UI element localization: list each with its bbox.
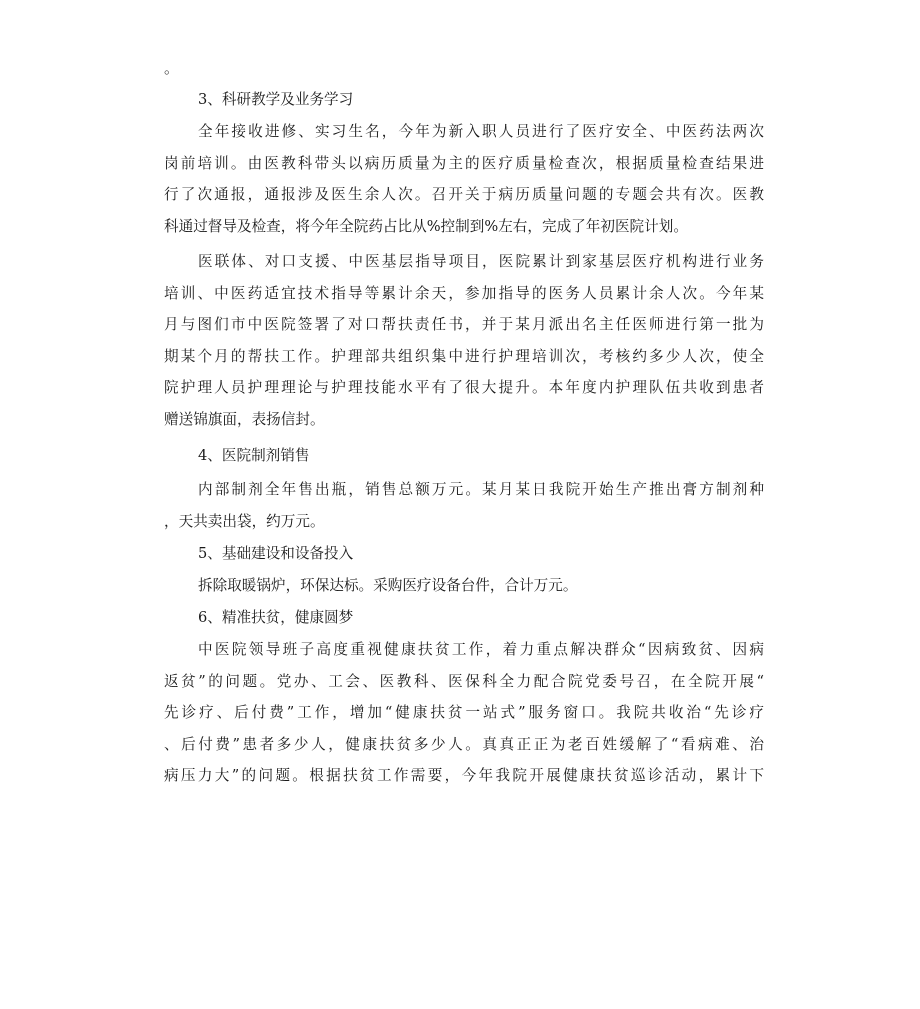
section-3-paragraph-1 [164,116,764,242]
section-4-paragraph-1 [164,474,764,537]
paragraph-line: 全年接收进修、实习生名，今年为新入职人员进行了医疗安全、中医药法两次 [198,123,764,140]
paragraph-line: 返贫”的问题。党办、工会、医教科、医保科全力配合院党委号召，在全院开展“ [164,672,764,690]
paragraph-line: 岗前培训。由医教科带头以病历质量为主的医疗质量检查次，根据质量检查结果进 [164,154,764,172]
paragraph-line: 、后付费”患者多少人，健康扶贫多少人。真真正正为老百姓缓解了“看病难、治 [164,735,764,753]
section-5-paragraph-1 [164,570,764,602]
paragraph-line: 月与图们市中医院签署了对口帮扶责任书，并于某月派出名主任医师进行第一批为 [164,316,764,334]
heading-text: 3、科研教学及业务学习 [198,91,354,108]
heading-text: 5、基础建设和设备投入 [198,545,354,562]
paragraph-line: ，天共卖出袋，约万元。 [164,512,325,530]
paragraph-line: 赠送锦旗面，表扬信封。 [164,410,325,428]
paragraph-line: 行了次通报，通报涉及医生余人次。召开关于病历质量问题的专题会共有次。医教 [164,186,764,204]
section-3-heading [164,84,764,116]
leading-punctuation: 。 [164,59,180,77]
paragraph-line: 科通过督导及检查，将今年全院药占比从%控制到%左右，完成了年初医院计划。 [164,217,688,235]
paragraph-line: 培训、中医药适宜技术指导等累计余天，参加指导的医务人员累计余人次。今年某 [164,284,764,302]
paragraph-line: 期某个月的帮扶工作。护理部共组织集中进行护理培训次，考核约多少人次，使全 [164,347,764,365]
paragraph-line: 先诊疗、后付费”工作，增加“健康扶贫一站式”服务窗口。我院共收治“先诊疗 [164,704,764,722]
heading-text: 6、精准扶贫，健康圆梦 [198,609,354,626]
section-6-paragraph-1 [164,634,764,792]
paragraph-line: 内部制剂全年售出瓶，销售总额万元。某月某日我院开始生产推出膏方制剂种 [198,481,764,498]
heading-text: 4、医院制剂销售 [198,447,310,464]
paragraph-line: 中医院领导班子高度重视健康扶贫工作，着力重点解决群众“因病致贫、因病 [198,641,764,658]
paragraph-line: 病压力大”的问题。根据扶贫工作需要，今年我院开展健康扶贫巡诊活动，累计下 [164,767,764,785]
section-4-heading [164,440,764,472]
section-6-heading [164,602,764,634]
section-3-paragraph-2 [164,246,764,436]
paragraph-line: 拆除取暖锅炉，环保达标。采购医疗设备台件，合计万元。 [198,577,578,594]
paragraph-line: 医联体、对口支援、中医基层指导项目，医院累计到家基层医疗机构进行业务 [198,253,764,270]
section-5-heading [164,538,764,570]
paragraph-line: 院护理人员护理理论与护理技能水平有了很大提升。本年度内护理队伍共收到患者 [164,379,764,397]
